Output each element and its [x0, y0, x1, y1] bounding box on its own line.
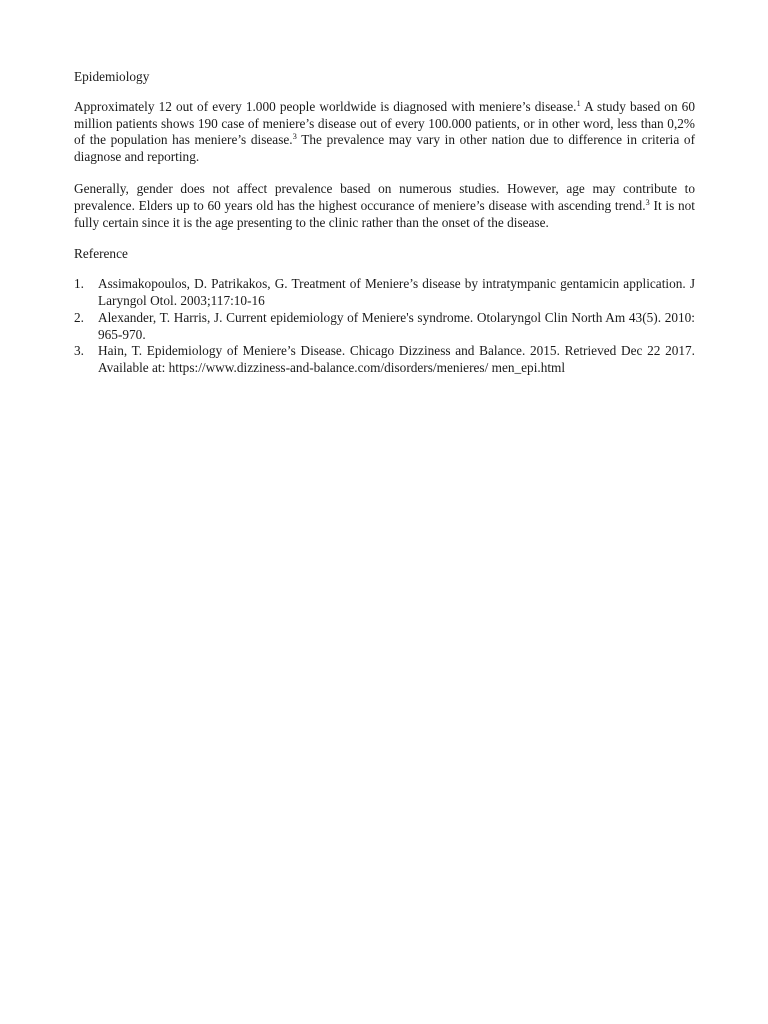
document-body [74, 69, 695, 377]
reference-title: Reference [74, 246, 128, 262]
citation-superscript: 3 [645, 196, 650, 207]
reference-text: Hain, T. Epidemiology of Meniere’s Disease. Chicago Dizziness and Balance. 2015. Retrieved Dec 22 2017. Available at: https://www.dizziness-and-balance.com/disorders/menieres/ men_epi.html [98, 343, 695, 376]
paragraph-2-text-a: Generally, gender does not affect prevalence based on numerous studies. However, age may contribute to prevalence. Elders up to 60 years old has the highest occurance of meniere’s disease with ascending trend. [74, 180, 695, 213]
reference-item [74, 276, 695, 310]
citation-superscript: 1 [576, 97, 581, 108]
reference-number: 2. [74, 309, 84, 325]
reference-text: Alexander, T. Harris, J. Current epidemiology of Meniere's syndrome. Otolaryngol Clin North Am 43(5). 2010: 965-970. [98, 309, 695, 342]
section-title: Epidemiology [74, 69, 150, 84]
paragraph-2-text-b: It is not fully certain since it is the age presenting to the clinic rather than the onset of the disease. [74, 197, 695, 230]
paragraph-prevalence [74, 99, 695, 166]
reference-text: Assimakopoulos, D. Patrikakos, G. Treatment of Meniere’s disease by intratympanic gentamicin application. J Laryngol Otol. 2003;117:10-16 [98, 276, 695, 308]
citation-superscript: 3 [292, 131, 297, 142]
reference-number: 3. [74, 343, 84, 359]
paragraph-1-text-c: The prevalence may vary in other nation due to difference in criteria of diagnose and reporting. [74, 132, 695, 165]
paragraph-1-text-b: A study based on 60 million patients shows 190 case of meniere’s disease out of every 100.000 patients, or in other word, less than 0,2% of the population has meniere’s disease. [74, 98, 695, 148]
reference-item [74, 310, 695, 344]
paragraph-1-text-a: Approximately 12 out of every 1.000 people worldwide is diagnosed with meniere’s disease. [74, 98, 577, 114]
reference-number: 1. [74, 276, 84, 292]
paragraph-demographics [74, 181, 695, 231]
reference-item [74, 343, 695, 377]
reference-list [74, 276, 695, 377]
